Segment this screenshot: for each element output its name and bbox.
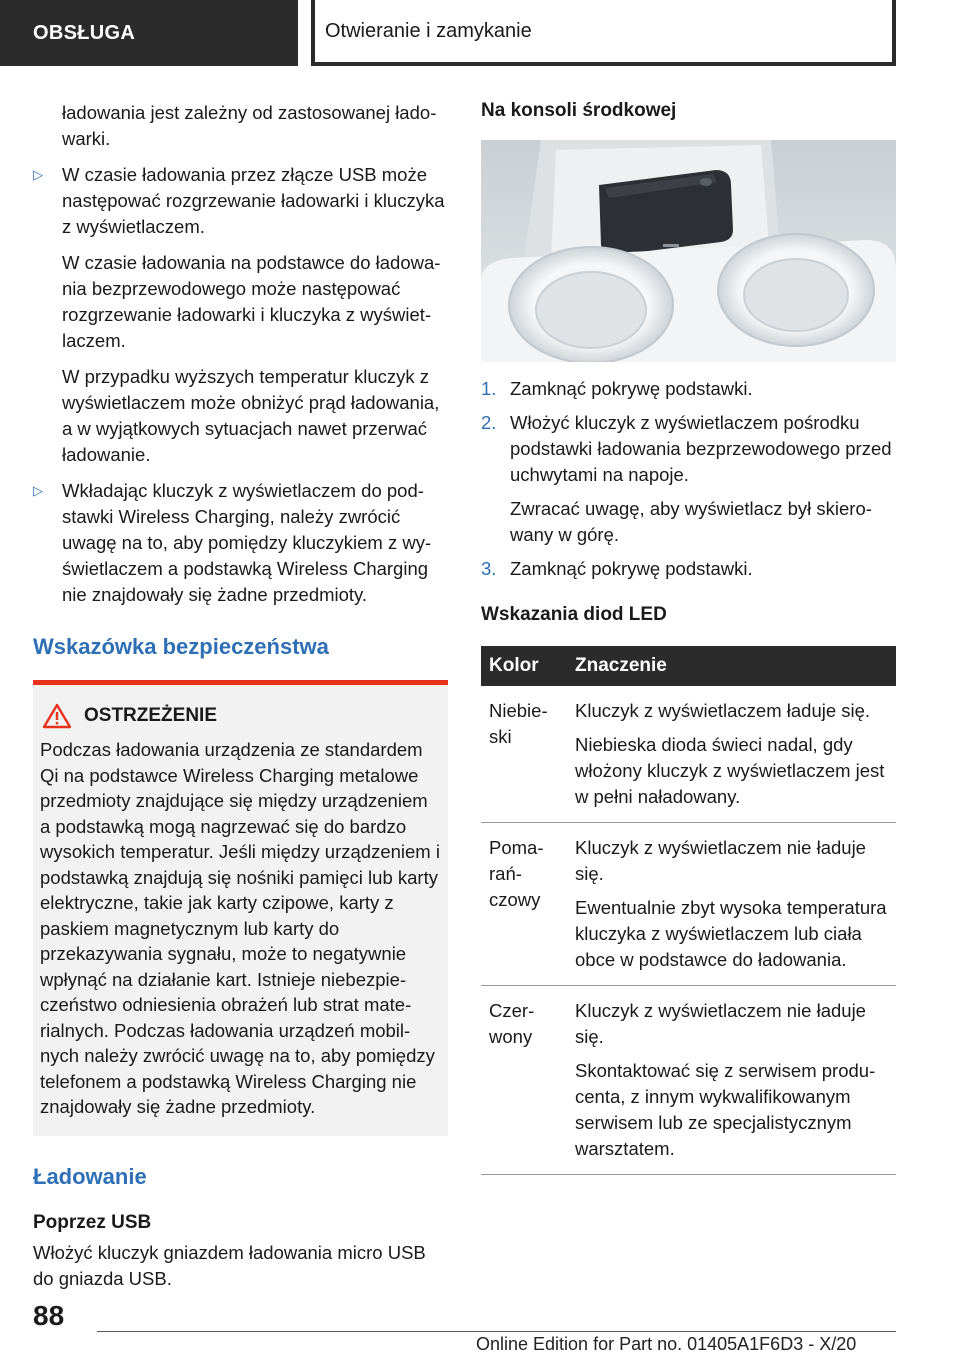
table-row bbox=[481, 823, 896, 986]
led-color-cell: Czerwony bbox=[481, 986, 567, 1175]
meaning-paragraph: Kluczyk z wyświetlaczem nie ładuje się. bbox=[575, 1000, 866, 1047]
meaning-paragraph: Kluczyk z wyświetlaczem nie ładuje się. bbox=[575, 837, 866, 884]
led-meaning-cell bbox=[567, 823, 896, 986]
usb-heading: Poprzez USB bbox=[33, 1211, 152, 1233]
warning-title: OSTRZEŻENIE bbox=[84, 705, 218, 726]
bullet-paragraph: W czasie ładowania przez złącze USB może następować rozgrzewanie ładowarki i kluczyka z wyświetlaczem. bbox=[62, 164, 445, 237]
edition-text: Online Edition for Part no. 01405A1F6D3 - X/20 bbox=[476, 1334, 857, 1354]
table-row bbox=[481, 986, 896, 1175]
led-color-cell: Niebieski bbox=[481, 686, 567, 823]
step-number: 3. bbox=[481, 558, 497, 579]
led-heading: Wskazania diod LED bbox=[481, 604, 667, 625]
led-color-cell: Pomarańczowy bbox=[481, 823, 567, 986]
console-heading: Na konsoli środkowej bbox=[481, 100, 677, 121]
steps-list bbox=[481, 376, 896, 582]
bullet-paragraph: W przypadku wyższych temperatur kluczyk z wyświetlaczem może obniżyć prąd ładowania, a w wyjątkowych sytuacjach nawet przerwać ładowanie. bbox=[62, 366, 440, 465]
step-item bbox=[481, 376, 896, 402]
step-number: 1. bbox=[481, 378, 497, 399]
warning-text: Podczas ładowania urządzenia ze standardem Qi na podstawce Wireless Charging metalowe przedmioty znajdujące się między urządzeniem a podstawką mogą nagrzewać się do bardzo wysokich temperatur. Jeśli między urządzeniem i podstawką znajdują się nośniki pamięci lub karty elektryczne, takie jak karty czipowe, karty z paskiem magnetycznym lub karty do przekazywania sygnału, może to negatywnie wpłynąć na działanie kart. Istnieje niebezpieczeństwo odniesienia obrażeń lub strat materialnych. Podczas ładowania urządzeń mobilnych należy zwrócić uwagę na to, aby pomiędzy telefonem a podstawką Wireless Charging nie znajdowały się żadne przedmioty. bbox=[40, 739, 440, 1117]
led-meaning-cell bbox=[567, 986, 896, 1175]
step-text: Zwracać uwagę, aby wyświetlacz był skierowany w górę. bbox=[510, 498, 872, 545]
footer-divider bbox=[97, 1331, 896, 1332]
safety-heading: Wskazówka bezpieczeństwa bbox=[33, 634, 329, 659]
right-column bbox=[481, 100, 896, 1175]
led-meaning-cell bbox=[567, 686, 896, 823]
meaning-paragraph: Ewentualnie zbyt wysoka temperatura kluczyka z wyświetlaczem lub ciała obce w podstawce do ładowania. bbox=[575, 897, 887, 970]
topic-tab bbox=[311, 0, 896, 66]
warning-triangle-icon bbox=[42, 703, 72, 729]
warning-header bbox=[40, 703, 440, 729]
table-header-row bbox=[481, 646, 896, 686]
bullet-paragraph: Wkładając kluczyk z wyświetlaczem do podstawki Wireless Charging, należy zwrócić uwagę na to, aby pomiędzy kluczykiem z wyświetlaczem a podstawką Wireless Charging nie znajdowały się żadne przedmioty. bbox=[62, 480, 432, 605]
section-tab: OBSŁUGA bbox=[0, 0, 298, 66]
meaning-paragraph: Kluczyk z wyświetlaczem ładuje się. bbox=[575, 700, 871, 721]
step-text: Zamknąć pokrywę podstawki. bbox=[510, 378, 753, 399]
center-console-photo bbox=[481, 140, 896, 362]
triangle-bullet-icon: ▷ bbox=[33, 167, 43, 182]
step-item bbox=[481, 556, 896, 582]
step-number: 2. bbox=[481, 412, 497, 433]
table-row bbox=[481, 686, 896, 823]
usb-text: Włożyć kluczyk gniazdem ładowania micro USB do gniazda USB. bbox=[33, 1241, 426, 1289]
charging-heading: Ładowanie bbox=[33, 1163, 147, 1189]
step-text: Zamknąć pokrywę podstawki. bbox=[510, 558, 753, 579]
page-number: 88 bbox=[33, 1300, 65, 1331]
intro-continued: ładowania jest zależny od zastosowanej ładowarki. bbox=[62, 102, 437, 149]
step-item bbox=[481, 410, 896, 548]
warning-box bbox=[33, 680, 448, 1136]
topic-title: Otwieranie i zamykanie bbox=[315, 0, 892, 62]
bullet-item bbox=[33, 478, 448, 608]
bullet-item bbox=[33, 162, 448, 468]
page-header bbox=[0, 0, 960, 66]
bullet-paragraph: W czasie ładowania na podstawce do ładowania bezprzewodowego może następować rozgrzewanie ładowarki i kluczyka z wyświetlaczem. bbox=[62, 252, 441, 351]
left-column bbox=[33, 100, 448, 1292]
meaning-paragraph: Niebieska dioda świeci nadal, gdy włożony kluczyk z wyświetlaczem jest w pełni naładowany. bbox=[575, 734, 885, 807]
triangle-bullet-icon: ▷ bbox=[33, 483, 43, 498]
column-header-meaning: Znaczenie bbox=[567, 646, 896, 686]
led-table bbox=[481, 646, 896, 1175]
column-header-color: Kolor bbox=[481, 646, 567, 686]
step-text: Włożyć kluczyk z wyświetlaczem pośrodku podstawki ładowania bezprzewodowego przed uchwytami na napoje. bbox=[510, 412, 892, 485]
meaning-paragraph: Skontaktować się z serwisem producenta, z innym wykwalifikowanym serwisem lub ze specjalistycznym warsztatem. bbox=[575, 1060, 876, 1159]
